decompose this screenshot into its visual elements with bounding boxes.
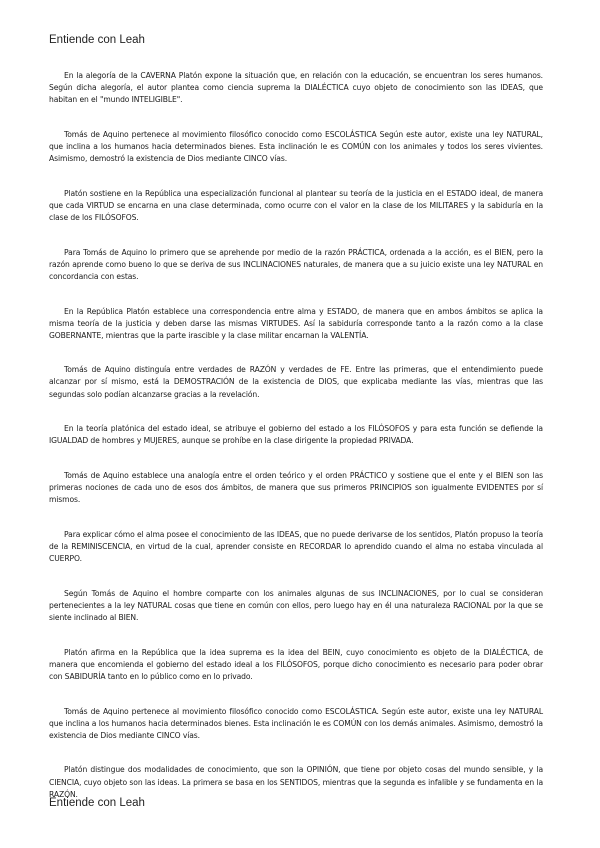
paragraph-idea-bien: Platón afirma en la República que la idea suprema es la idea del BEIN, cuyo conocimiento es objeto de la DIALÉCTICA, de manera que encomienda el gobierno del estado ideal a los FILÓSOFOS, porque dicho conocimiento es necesario para poder obrar con SABIDURÍA tanto en lo público como en lo privado.	[49, 647, 543, 681]
page-footer: Entiende con Leah	[49, 797, 145, 809]
paragraph-razon-practica: Para Tomás de Aquino lo primero que se aprehende por medio de la razón PRÁCTICA, ordenada a la acción, es el BIEN, pero la razón aprende como bueno lo que se deriva de sus INCLINACIONES naturales, de manera que a su juicio existe una ley NATURAL en concordancia con estas.	[49, 247, 543, 281]
paragraph-escolastica: Tomás de Aquino pertenece al movimiento filosófico conocido como ESCOLÁSTICA Según este autor, existe una ley NATURAL, que inclina a los humanos hacia determinados bienes. Esta inclinación le es COMÚN con los animales y todos los seres vivientes. Asimismo, demostró la existencia de Dios mediante CINCO vías.	[49, 129, 543, 164]
paragraph-escolastica-2: Tomás de Aquino pertenece al movimiento filosófico conocido como ESCOLÁSTICA. Según este autor, existe una ley NATURAL que inclina a los humanos hacia determinados bienes. Esta inclinación le es COMÚN con los demás animales. Asimismo, demostró la existencia de Dios mediante CINCO vías.	[49, 706, 543, 740]
paragraph-alma-estado: En la República Platón establece una correspondencia entre alma y ESTADO, de manera que en ambos ámbitos se aplica la misma teoría de la justicia y deben darse las mismas VIRTUDES. Así la sabiduría corresponde tanto a la razón como a la clase GOBERNANTE, mientras que la parte irascible y la clase militar encarnan la VALENTÍA.	[49, 306, 543, 340]
paragraph-reminiscencia: Para explicar cómo el alma posee el conocimiento de las IDEAS, que no puede derivarse de los sentidos, Platón propuso la teoría de la REMINISCENCIA, en virtud de la cual, aprender consiste en RECORDAR lo aprendido cuando el alma no estaba vinculada al CUERPO.	[49, 529, 543, 564]
paragraph-analogia: Tomás de Aquino establece una analogía entre el orden teórico y el orden PRÁCTICO y sostiene que el ente y el BIEN son las primeras nociones de cada uno de esos dos ámbitos, de manera que sus primeros PRINCIPIOS son igualmente EVIDENTES por sí mismos.	[49, 471, 543, 505]
paragraph-especializacion: Platón sostiene en la República una especialización funcional al plantear su teoría de la justicia en el ESTADO ideal, de manera que cada VIRTUD se encarna en una clase determinada, como ocurre con el valor en la clase de los MILITARES y la sabiduría en la clase de los FILÓSOFOS.	[49, 188, 543, 222]
document-body	[49, 70, 543, 823]
paragraph-razon-fe: Tomás de Aquino distinguía entre verdades de RAZÓN y verdades de FE. Entre las primeras, que el entendimiento puede alcanzar por sí mismo, está la DEMOSTRACIÓN de la existencia de DIOS, que explicaba mediante las vías, mientras que las segundas solo podían alcanzarse gracias a la revelación.	[49, 365, 543, 399]
page-header: Entiende con Leah	[49, 34, 145, 46]
paragraph-estado-ideal: En la teoría platónica del estado ideal, se atribuye el gobierno del estado a los FILÓSOFOS y para esta función se defiende la IGUALDAD de hombres y MUJERES, aunque se prohíbe en la clase dirigente la propiedad PRIVADA.	[49, 424, 543, 446]
paragraph-caverna: En la alegoría de la CAVERNA Platón expone la situación que, en relación con la educación, se encuentran los seres humanos. Según dicha alegoría, el autor plantea como ciencia suprema la DIALÉCTICA cuyo objeto de conocimiento son las IDEAS, que habitan en el "mundo INTELIGIBLE".	[49, 71, 543, 105]
paragraph-conocimiento: Platón distingue dos modalidades de conocimiento, que son la OPINIÓN, que tiene por objeto cosas del mundo sensible, y la CIENCIA, cuyo objeto son las ideas. La primera se basa en los SENTIDOS, mientras que la segunda es infalible y se fundamenta en la RAZÓN.	[49, 765, 543, 799]
paragraph-inclinaciones: Según Tomás de Aquino el hombre comparte con los animales algunas de sus INCLINACIONES, por lo cual se consideran pertenecientes a la ley NATURAL cosas que tiene en común con ellos, pero luego hay en él una naturaleza RACIONAL por la que se siente inclinado al BIEN.	[49, 588, 543, 622]
